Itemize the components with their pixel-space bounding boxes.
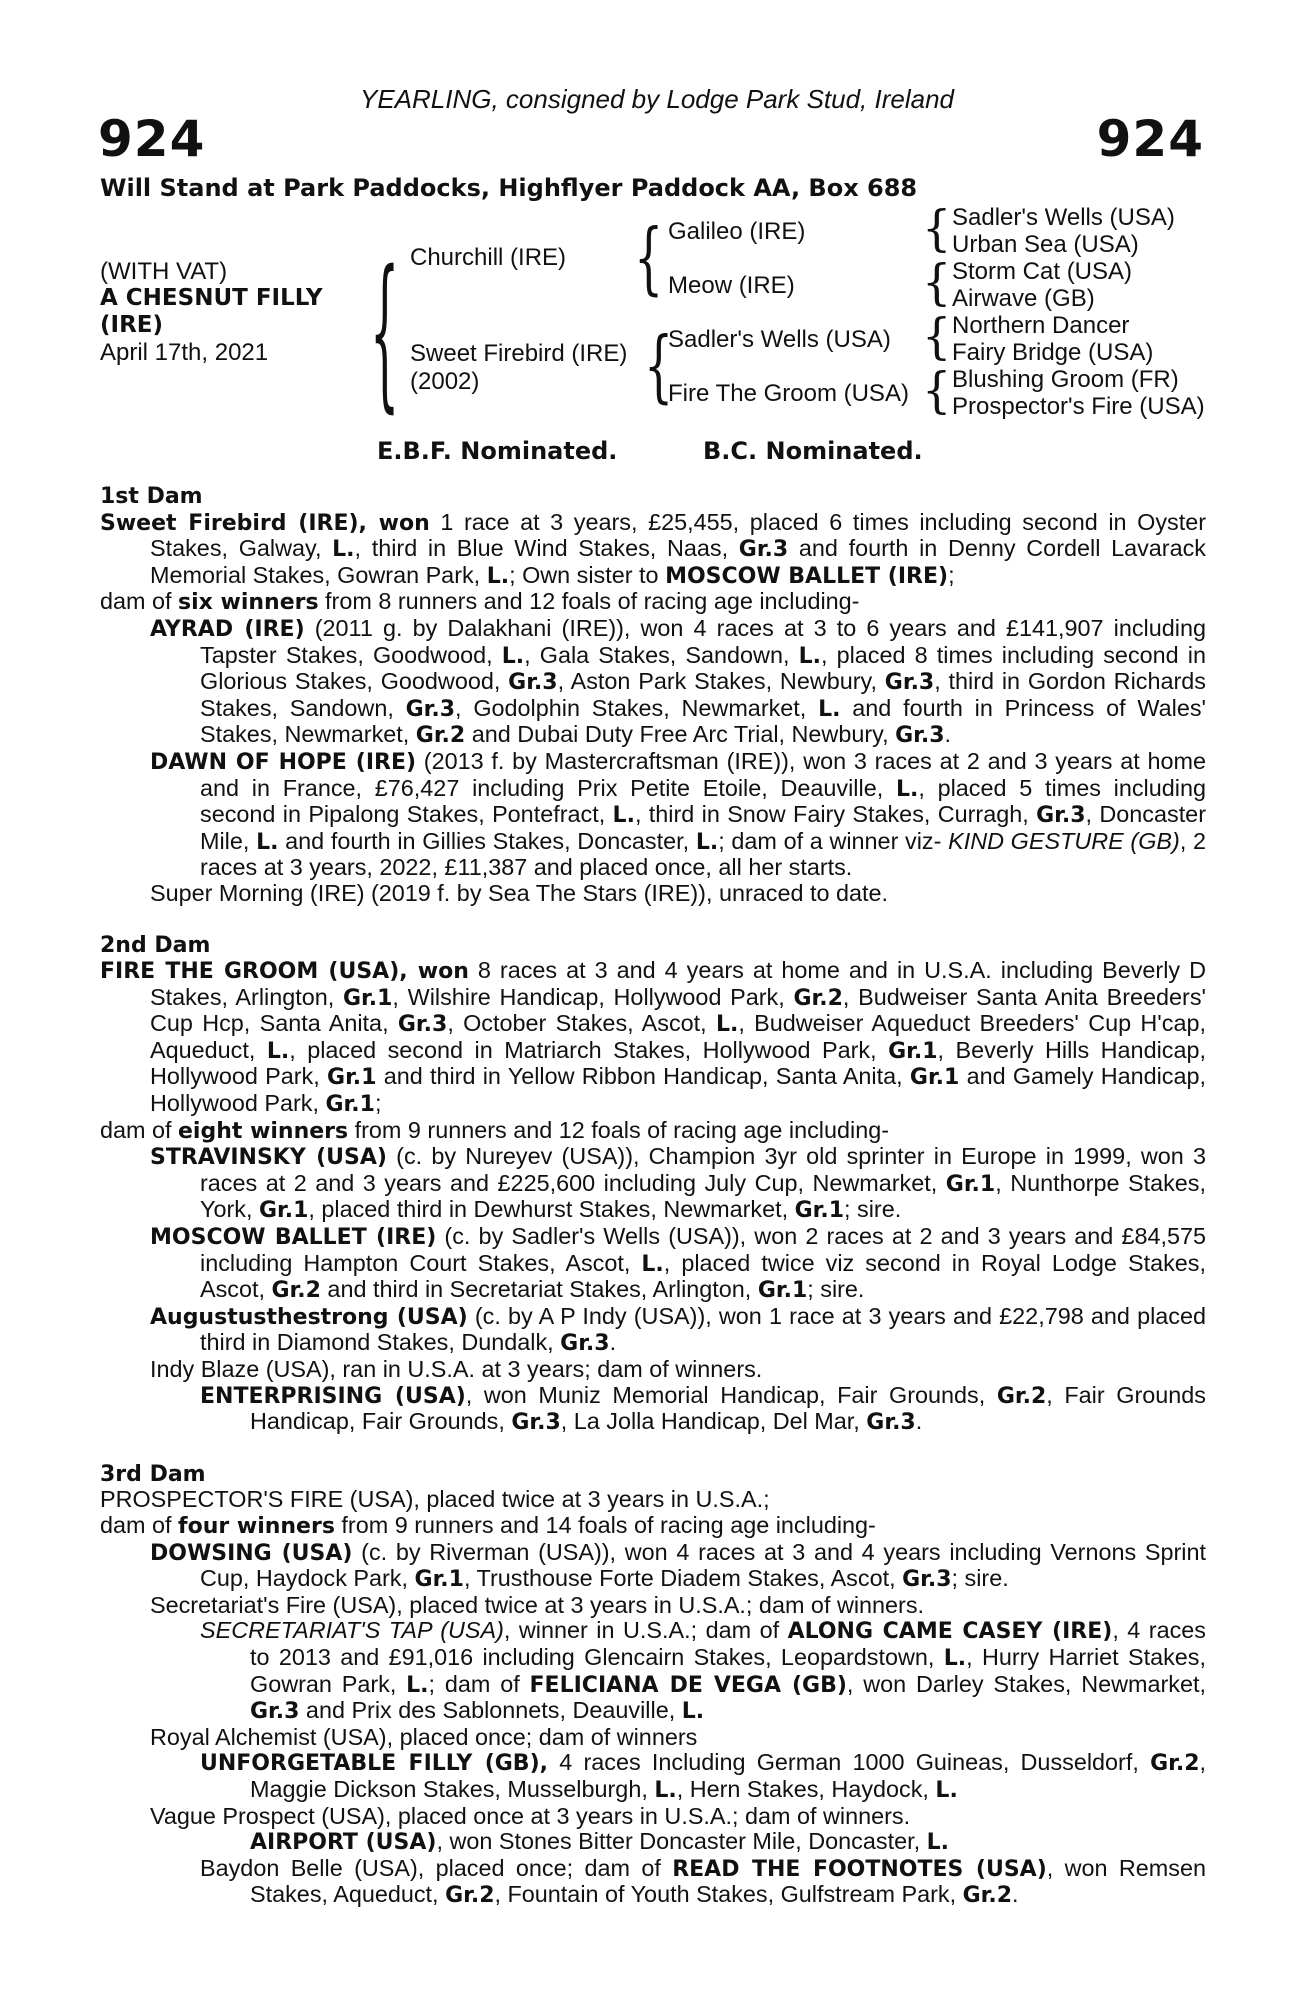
produce-entry-stravinsky: STRAVINSKY (USA) (c. by Nureyev (USA)), Champion 3yr old sprinter in Europe in 1999, won 3 races at 2 and 3 years and £225,600 including July Cup, Newmarket, Gr.1, Nunthorpe Stakes, York, Gr.1, placed third in Dewhurst Stakes, Newmarket, Gr.1; sire. [150,1143,1206,1224]
dam-year: (2002) [410,368,480,395]
produce-entry-moscow-ballet: MOSCOW BALLET (IRE) (c. by Sadler's Wells (USA)), won 2 races at 2 and 3 years and £84,575 including Hampton Court Stakes, Ascot, L., placed twice viz second in Royal Lodge Stakes, Ascot, Gr.2 and third in Secretariat Stakes, Arlington, Gr.1; sire. [150,1223,1206,1304]
produce-entry-baydon-belle: Baydon Belle (USA), placed once; dam of READ THE FOOTNOTES (USA), won Remsen Stakes, Aqueduct, Gr.2, Fountain of Youth Stakes, Gulfstream Park, Gr.2. [200,1854,1206,1909]
dam-sire: Sadler's Wells (USA) [668,326,891,353]
sire: Churchill (IRE) [410,244,567,271]
gp-brace-2: { [922,253,952,311]
vat-note: (WITH VAT) [100,258,228,285]
produce-entry-ayrad: AYRAD (IRE) (2011 g. by Dalakhani (IRE)), won 4 races at 3 to 6 years and £141,907 including Tapster Stakes, Goodwood, L., Gala Stakes, Sandown, L., placed 8 times including second in Glorious Stakes, Goodwood, Gr.3, Aston Park Stakes, Newbury, Gr.3, third in Gordon Richards Stakes, Sandown, Gr.3, Godolphin Stakes, Newmarket, L. and fourth in Princess of Wales' Stakes, Newmarket, Gr.2 and Dubai Duty Free Arc Trial, Newbury, Gr.3. [150,614,1206,749]
produce-entry-dawn-of-hope: DAWN OF HOPE (IRE) (2013 f. by Mastercraftsman (IRE)), won 3 races at 2 and 3 years at home and in France, £76,427 including Prix Petite Etoile, Deauville, L., placed 5 times including second in Pipalong Stakes, Pontefract, L., third in Snow Fairy Stakes, Curragh, Gr.3, Doncaster Mile, L. and fourth in Gillies Stakes, Doncaster, L.; dam of a winner viz- KIND GESTURE (GB), 2 races at 3 years, 2022, £11,387 and placed once, all her starts. [150,747,1207,881]
great-granddam-3: Fairy Bridge (USA) [952,339,1154,366]
lot-number-right: 924 [1096,110,1204,168]
ebf-nominated: E.B.F. Nominated. [377,437,618,465]
great-grandsire-4: Blushing Groom (FR) [952,366,1179,393]
great-grandsire-2: Storm Cat (USA) [952,258,1133,285]
produce-entry-indy-blaze: Indy Blaze (USA), ran in U.S.A. at 3 years; dam of winners. [150,1356,763,1382]
first-dam-heading: 1st Dam [100,484,203,509]
consignor-line: YEARLING, consigned by Lodge Park Stud, Ireland [359,84,954,114]
third-dam-produce-summary: dam of four winners from 9 runners and 14 foals of racing age including- [100,1511,876,1539]
second-dam-entry: FIRE THE GROOM (USA), won 8 races at 3 and 4 years at home and in U.S.A. including Beverly D Stakes, Arlington, Gr.1, Wilshire Handicap, Hollywood Park, Gr.2, Budweiser Santa Anita Breeders' Cup Hcp, Santa Anita, Gr.3, October Stakes, Ascot, L., Budweiser Aqueduct Breeders' Cup H'cap, Aqueduct, L., placed second in Matriarch Stakes, Hollywood Park, Gr.1, Beverly Hills Handicap, Hollywood Park, Gr.1 and third in Yellow Ribbon Handicap, Santa Anita, Gr.1 and Gamely Handicap, Hollywood Park, Gr.1; [100,957,1207,1118]
produce-entry-enterprising: ENTERPRISING (USA), won Muniz Memorial Handicap, Fair Grounds, Gr.2, Fair Grounds Handicap, Fair Grounds, Gr.3, La Jolla Handicap, Del Mar, Gr.3. [200,1381,1206,1436]
third-dam-heading: 3rd Dam [100,1461,206,1487]
horse-name-country: (IRE) [100,312,164,338]
produce-entry-vague-prospect: Vague Prospect (USA), placed once at 3 years in U.S.A.; dam of winners. [150,1802,911,1829]
great-granddam-4: Prospector's Fire (USA) [952,393,1205,420]
sire-sire: Galileo (IRE) [668,218,806,245]
dam: Sweet Firebird (IRE) [410,340,628,367]
produce-entry-royal-alchemist: Royal Alchemist (USA), placed once; dam of winners [150,1723,698,1750]
produce-entry-super-morning: Super Morning (IRE) (2019 f. by Sea The Stars (IRE)), unraced to date. [150,879,889,906]
produce-entry-airport: AIRPORT (USA), won Stones Bitter Doncaster Mile, Doncaster, L. [250,1828,949,1856]
produce-entry-dowsing: DOWSING (USA) (c. by Riverman (USA)), won 4 races at 3 and 4 years including Vernons Sprint Cup, Haydock Park, Gr.1, Trusthouse Forte Diadem Stakes, Ascot, Gr.3; sire. [150,1538,1207,1593]
first-dam-produce-summary: dam of six winners from 8 runners and 12 foals of racing age including- [100,588,860,616]
horse-name: A CHESNUT FILLY [100,285,323,311]
dam-brace: { [644,319,674,411]
great-granddam-2: Airwave (GB) [952,285,1095,312]
great-granddam-1: Urban Sea (USA) [952,231,1139,258]
lot-number-left: 924 [98,110,206,168]
sire-dam: Meow (IRE) [668,272,795,299]
catalogue-body [100,484,1206,1909]
produce-entry-secretariats-tap: SECRETARIAT'S TAP (USA), winner in U.S.A.; dam of ALONG CAME CASEY (IRE), 4 races to 2013 and £91,016 including Glencairn Stakes, Leopardstown, L., Hurry Harriet Stakes, Gowran Park, L.; dam of FELICIANA DE VEGA (GB), won Darley Stakes, Newmarket, Gr.3 and Prix des Sablonnets, Deauville, L. [200,1617,1207,1725]
pedigree-brace: { [370,233,400,428]
great-grandsire-3: Northern Dancer [952,312,1130,339]
second-dam-heading: 2nd Dam [100,932,211,958]
gp-brace-3: { [922,307,952,365]
dam-dam: Fire The Groom (USA) [668,380,909,407]
second-dam-produce-summary: dam of eight winners from 9 runners and 12 foals of racing age including- [100,1116,890,1144]
produce-entry-unforgetable-filly: UNFORGETABLE FILLY (GB), 4 races Including German 1000 Guineas, Dusseldorf, Gr.2, Maggie Dickson Stakes, Musselburgh, L., Hern Stakes, Haydock, L. [200,1749,1207,1803]
bc-nominated: B.C. Nominated. [703,437,923,465]
date-of-birth: April 17th, 2021 [100,339,269,366]
produce-entry-secretariats-fire: Secretariat's Fire (USA), placed twice at 3 years in U.S.A.; dam of winners. [150,1591,925,1618]
stand-location: Will Stand at Park Paddocks, Highflyer Paddock AA, Box 688 [100,174,918,202]
produce-entry-augustusthestrong: Augustusthestrong (USA) (c. by A P Indy (USA)), won 1 race at 3 years and £22,798 and placed third in Diamond Stakes, Dundalk, Gr.3. [150,1302,1206,1357]
first-dam-entry: Sweet Firebird (IRE), won 1 race at 3 years, £25,455, placed 6 times including second in Oyster Stakes, Galway, L., third in Blue Wind Stakes, Naas, Gr.3 and fourth in Denny Cordell Lavarack Memorial Stakes, Gowran Park, L.; Own sister to MOSCOW BALLET (IRE); [100,508,1207,589]
third-dam-entry: PROSPECTOR'S FIRE (USA), placed twice at 3 years in U.S.A.; [100,1486,770,1513]
gp-brace-1: { [922,199,952,257]
gp-brace-4: { [922,361,952,419]
great-grandsire-1: Sadler's Wells (USA) [952,204,1175,231]
sire-brace: { [634,211,664,303]
